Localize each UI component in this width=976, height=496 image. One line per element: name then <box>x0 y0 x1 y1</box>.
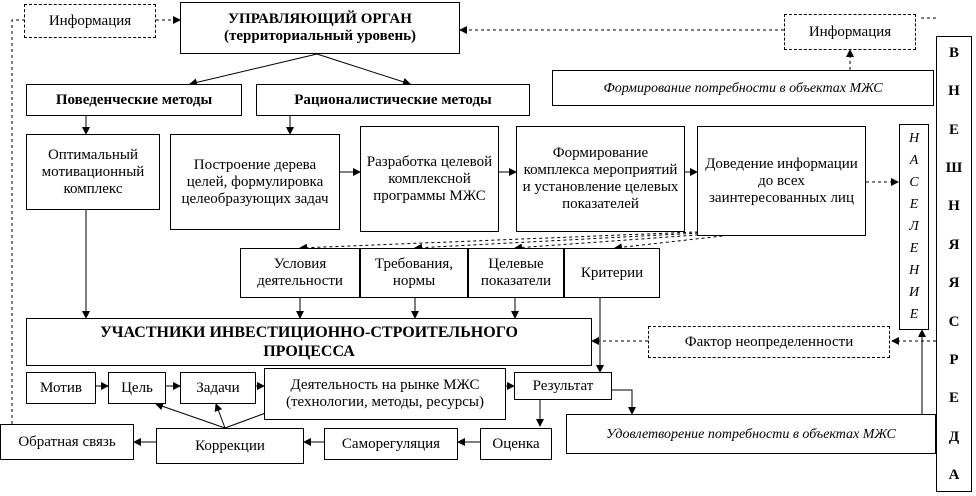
criteria-box <box>564 248 660 298</box>
env-letter: В <box>948 45 959 61</box>
population-letter: Е <box>909 197 919 212</box>
env-letter: Н <box>948 198 960 215</box>
governing-organ-box <box>180 2 460 54</box>
criteria-label: Критерии <box>580 264 644 281</box>
population-letter: Н <box>908 131 920 146</box>
env-letter: Ш <box>945 160 963 177</box>
goal-box <box>108 372 166 404</box>
need-formation-label: Формирование потребности в объектах МЖС <box>603 80 883 96</box>
target-indicators-box <box>468 248 564 298</box>
result-label: Результат <box>532 377 594 394</box>
arrow-organ-to-behavioral <box>190 54 317 84</box>
evaluation-label: Оценка <box>492 435 540 452</box>
activity-label: Деятельность на рынке МЖС (технологии, методы, ресурсы) <box>285 377 485 410</box>
correction-box <box>156 428 304 464</box>
inform-all-label: Доведение информации до всех заинтересованных лиц <box>705 155 858 206</box>
feedback-box <box>0 424 134 460</box>
result-box <box>514 372 612 400</box>
evaluation-box <box>480 428 552 460</box>
satisfaction-box <box>566 414 936 454</box>
correction-label: Коррекции <box>195 437 265 454</box>
tasks-box <box>180 372 256 404</box>
population-letter: Н <box>908 263 920 278</box>
tasks-label: Задачи <box>196 379 240 396</box>
env-letter: Н <box>948 83 960 100</box>
governing-organ-title: УПРАВЛЯЮЩИЙ ОРГАН <box>228 11 412 27</box>
arrow-organ-to-rationalist <box>317 54 410 84</box>
rationalist-methods-box <box>256 84 530 116</box>
info-right-box <box>784 14 916 50</box>
info-left-label: Информация <box>48 12 132 29</box>
behavioral-methods-label: Поведенческие методы <box>55 91 213 108</box>
env-letter: С <box>948 313 960 330</box>
population-letter: Е <box>909 307 919 322</box>
goal-tree-box <box>170 134 340 230</box>
population-letter: Л <box>909 219 919 234</box>
measures-box <box>516 126 685 232</box>
participants-title-line2: ПРОЦЕССА <box>263 343 355 360</box>
population-letter: А <box>909 153 919 168</box>
program-development-label: Разработка целевой комплексной программы МЖС <box>366 153 493 204</box>
activity-box <box>264 368 506 420</box>
program-development-box <box>360 126 499 232</box>
optimal-motivation-label: Оптимальный мотивационный комплекс <box>41 146 145 197</box>
population-letter: С <box>909 175 919 190</box>
behavioral-methods-box <box>26 84 242 116</box>
inform-all-box <box>697 126 866 236</box>
env-letter: Я <box>948 275 960 292</box>
requirements-label: Требования, нормы <box>374 256 454 289</box>
population-letter: Е <box>909 241 919 256</box>
env-letter: Д <box>948 428 960 445</box>
requirements-box <box>360 248 468 298</box>
rationalist-methods-label: Рационалистические методы <box>294 91 492 108</box>
governing-organ-subtitle: (территориальный уровень) <box>223 28 417 44</box>
motive-box <box>26 372 96 404</box>
motive-label: Мотив <box>40 379 82 396</box>
info-right-label: Информация <box>808 23 892 40</box>
uncertainty-label: Фактор неопределенности <box>684 333 854 350</box>
optimal-motivation-box <box>26 134 160 210</box>
dashed-feedback-to-info <box>12 20 24 424</box>
need-formation-box <box>552 70 934 106</box>
external-environment-box <box>936 36 972 492</box>
goal-label: Цель <box>121 379 153 396</box>
satisfaction-label: Удовлетворение потребности в объектах МЖС <box>606 426 896 442</box>
self-regulation-label: Саморегуляция <box>341 435 441 452</box>
population-letter: И <box>908 285 920 300</box>
env-letter: Я <box>948 236 960 253</box>
participants-box <box>26 318 592 366</box>
arrow-result-to-satisfaction <box>612 390 632 414</box>
measures-label: Формирование комплекса мероприятий и установление целевых показателей <box>522 145 679 212</box>
conditions-box <box>240 248 360 298</box>
env-letter: Е <box>948 390 959 407</box>
env-letter: Р <box>949 351 959 368</box>
goal-tree-label: Построение дерева целей, формулировка целеобразующих задач <box>181 156 329 207</box>
env-letter: А <box>948 466 960 483</box>
env-letter: Е <box>948 121 959 138</box>
info-left-box <box>24 4 156 38</box>
self-regulation-box <box>324 428 458 460</box>
arrow-correction-to-goal <box>156 404 225 428</box>
conditions-label: Условия деятельности <box>257 256 343 289</box>
population-box <box>899 124 929 330</box>
arrow-correction-to-tasks <box>216 404 225 428</box>
target-indicators-label: Целевые показатели <box>480 256 552 289</box>
feedback-label: Обратная связь <box>18 433 116 450</box>
uncertainty-box <box>648 326 890 358</box>
participants-title-line1: УЧАСТНИКИ ИНВЕСТИЦИОННО-СТРОИТЕЛЬНОГО <box>100 324 518 341</box>
